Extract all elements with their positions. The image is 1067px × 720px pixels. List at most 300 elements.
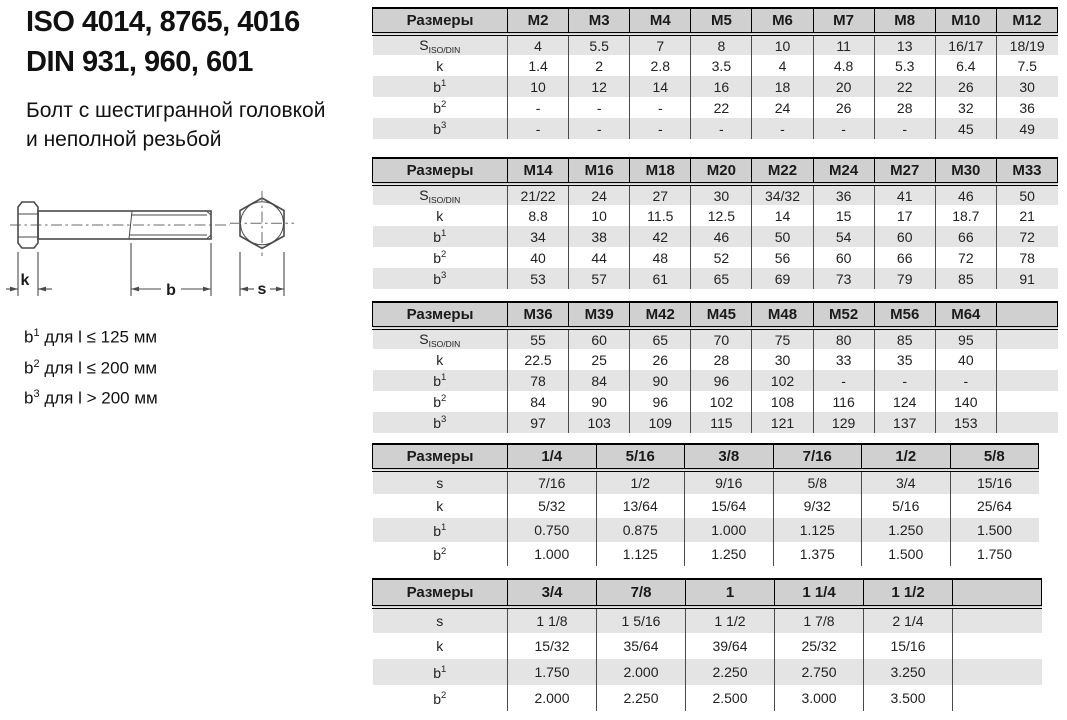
cell: 72 bbox=[935, 247, 996, 268]
header-row bbox=[373, 8, 1058, 34]
cell: 24 bbox=[752, 97, 813, 118]
cell: 17 bbox=[874, 205, 935, 226]
footnote-b1: b$^1$ для l ≤ 125 мм bbox=[24, 327, 158, 347]
cell: 40 bbox=[508, 247, 569, 268]
cell: 10 bbox=[508, 76, 569, 97]
row-label-b3: $b^3$ bbox=[373, 118, 508, 139]
cell: 5/8 bbox=[773, 470, 862, 494]
cell: 8 bbox=[691, 34, 752, 55]
cell: 3.250 bbox=[864, 659, 953, 685]
cell: 12.5 bbox=[691, 205, 752, 226]
cell: 42 bbox=[630, 226, 691, 247]
row-label-b2: $b^2$ bbox=[433, 689, 447, 707]
cell: 66 bbox=[874, 247, 935, 268]
cell: 60 bbox=[569, 328, 630, 349]
table-row bbox=[373, 247, 1058, 268]
cell: 91 bbox=[996, 268, 1057, 289]
footnote-sup: 1 bbox=[33, 327, 40, 339]
cell: 103 bbox=[569, 412, 630, 433]
column-header-M30: M30 bbox=[935, 158, 996, 184]
cell: 53 bbox=[508, 268, 569, 289]
column-header-M3: M3 bbox=[569, 8, 630, 34]
column-header-M24: M24 bbox=[813, 158, 874, 184]
column-header-M12: M12 bbox=[996, 8, 1057, 34]
cell: 61 bbox=[630, 268, 691, 289]
page-title-iso: ISO 4014, 8765, 4016 bbox=[26, 6, 300, 38]
row-label-k: k bbox=[436, 57, 444, 74]
dim-label-k: k bbox=[20, 272, 30, 289]
cell: 3.500 bbox=[864, 685, 953, 711]
cell: 97 bbox=[508, 412, 569, 433]
table-row bbox=[373, 118, 1058, 139]
cell: 46 bbox=[691, 226, 752, 247]
cell: 4 bbox=[752, 55, 813, 76]
cell: 34 bbox=[508, 226, 569, 247]
cell: 90 bbox=[569, 391, 630, 412]
dimension-k bbox=[6, 252, 52, 296]
cell-empty bbox=[953, 659, 1042, 685]
table-row bbox=[373, 607, 1042, 633]
table-row bbox=[373, 268, 1058, 289]
cell: 5.3 bbox=[874, 55, 935, 76]
footnote-b2: b$^2$ для l ≤ 200 мм bbox=[24, 357, 158, 378]
column-header-M2: M2 bbox=[508, 8, 569, 34]
subtitle-block bbox=[26, 96, 325, 154]
cell: 140 bbox=[935, 391, 996, 412]
cell: - bbox=[813, 118, 874, 139]
table-row bbox=[373, 370, 1058, 391]
table-row bbox=[373, 542, 1039, 566]
table-imperial-large bbox=[372, 578, 1042, 711]
cell: 35 bbox=[874, 349, 935, 370]
cell: 15/16 bbox=[864, 633, 953, 659]
cell: 28 bbox=[691, 349, 752, 370]
cell: - bbox=[569, 118, 630, 139]
cell: 5/32 bbox=[508, 494, 597, 518]
cell: 30 bbox=[691, 184, 752, 205]
cell: 4 bbox=[508, 34, 569, 55]
cell: 1.125 bbox=[596, 542, 685, 566]
cell: 39/64 bbox=[686, 633, 775, 659]
cell: 34/32 bbox=[752, 184, 813, 205]
header-row bbox=[373, 444, 1039, 470]
row-label-k: k bbox=[436, 351, 444, 368]
cell: 1.250 bbox=[685, 542, 774, 566]
cell: 40 bbox=[935, 349, 996, 370]
cell-empty bbox=[953, 633, 1042, 659]
size-header: Размеры bbox=[373, 444, 508, 470]
column-header-M6: M6 bbox=[752, 8, 813, 34]
table-row bbox=[373, 55, 1058, 76]
column-header-M5: M5 bbox=[691, 8, 752, 34]
cell: 72 bbox=[996, 226, 1057, 247]
cell-empty bbox=[996, 370, 1057, 391]
column-header-3-4: 3/4 bbox=[508, 579, 597, 607]
cell: - bbox=[508, 118, 569, 139]
dimension-s bbox=[240, 252, 284, 298]
cell: 25/64 bbox=[950, 494, 1039, 518]
column-header-M45: M45 bbox=[691, 302, 752, 328]
cell: 15/16 bbox=[950, 470, 1039, 494]
cell: 3.5 bbox=[691, 55, 752, 76]
cell: 33 bbox=[813, 349, 874, 370]
column-header-M22: M22 bbox=[752, 158, 813, 184]
cell: 26 bbox=[630, 349, 691, 370]
size-header: Размеры bbox=[373, 158, 508, 184]
cell: 1 5/16 bbox=[597, 607, 686, 633]
table-row bbox=[373, 659, 1042, 685]
cell: 129 bbox=[813, 412, 874, 433]
column-header-5-8: 5/8 bbox=[950, 444, 1039, 470]
cell: 15/64 bbox=[685, 494, 774, 518]
cell: 95 bbox=[935, 328, 996, 349]
cell: 18/19 bbox=[996, 34, 1057, 55]
cell: 50 bbox=[996, 184, 1057, 205]
table-metric-m2-m12 bbox=[372, 7, 1058, 139]
cell: - bbox=[813, 370, 874, 391]
cell: 2 bbox=[569, 55, 630, 76]
column-header-M39: M39 bbox=[569, 302, 630, 328]
cell: 2.250 bbox=[597, 685, 686, 711]
table-row bbox=[373, 391, 1058, 412]
cell: 60 bbox=[874, 226, 935, 247]
cell: 41 bbox=[874, 184, 935, 205]
cell: 124 bbox=[874, 391, 935, 412]
cell: 66 bbox=[935, 226, 996, 247]
cell: - bbox=[508, 97, 569, 118]
cell: 16 bbox=[691, 76, 752, 97]
cell: 52 bbox=[691, 247, 752, 268]
cell: 35/64 bbox=[597, 633, 686, 659]
cell: 57 bbox=[569, 268, 630, 289]
cell: 5/16 bbox=[862, 494, 951, 518]
table-row bbox=[373, 349, 1058, 370]
cell: 38 bbox=[569, 226, 630, 247]
cell: 1 1/8 bbox=[508, 607, 597, 633]
cell: 4.8 bbox=[813, 55, 874, 76]
column-header-3-8: 3/8 bbox=[685, 444, 774, 470]
cell: 108 bbox=[752, 391, 813, 412]
cell: 1.750 bbox=[950, 542, 1039, 566]
cell: 2.000 bbox=[597, 659, 686, 685]
cell: 78 bbox=[996, 247, 1057, 268]
cell: 2.250 bbox=[686, 659, 775, 685]
dimension-table-imperial-quarter-to-5-8 bbox=[372, 443, 1039, 566]
row-label-b3: $b^3$ bbox=[373, 268, 508, 289]
table-row bbox=[373, 226, 1058, 247]
cell: 22.5 bbox=[508, 349, 569, 370]
header-row bbox=[373, 158, 1058, 184]
row-label-b1: $b^1$ bbox=[373, 370, 508, 391]
column-header-1-4: 1/4 bbox=[508, 444, 597, 470]
cell: 28 bbox=[874, 97, 935, 118]
cell-empty bbox=[953, 685, 1042, 711]
cell: - bbox=[874, 370, 935, 391]
cell: 15/32 bbox=[508, 633, 597, 659]
cell: 12 bbox=[569, 76, 630, 97]
cell: 69 bbox=[752, 268, 813, 289]
cell: 45 bbox=[935, 118, 996, 139]
cell: 96 bbox=[691, 370, 752, 391]
dimension-b bbox=[131, 243, 211, 299]
row-label-b2: $b^2$ bbox=[433, 99, 447, 116]
cell: 6.4 bbox=[935, 55, 996, 76]
column-header-7-8: 7/8 bbox=[597, 579, 686, 607]
cell: 109 bbox=[630, 412, 691, 433]
cell: 25/32 bbox=[775, 633, 864, 659]
table-imperial-small bbox=[372, 443, 1039, 566]
column-header-empty bbox=[953, 579, 1042, 607]
dimension-table-metric-m2-m12 bbox=[372, 7, 1058, 139]
cell: 26 bbox=[813, 97, 874, 118]
cell-empty bbox=[996, 328, 1057, 349]
cell: - bbox=[569, 97, 630, 118]
row-label-b2: $b^2$ bbox=[433, 545, 447, 563]
table-row bbox=[373, 205, 1058, 226]
subtitle-line-1: Болт с шестигранной головкой bbox=[26, 99, 326, 122]
column-header-M64: M64 bbox=[935, 302, 996, 328]
cell: 70 bbox=[691, 328, 752, 349]
column-header-M8: M8 bbox=[874, 8, 935, 34]
cell: 75 bbox=[752, 328, 813, 349]
row-label-b1: $b^1$ bbox=[373, 76, 508, 97]
cell: 7/16 bbox=[508, 470, 597, 494]
cell: 36 bbox=[996, 97, 1057, 118]
cell: 49 bbox=[996, 118, 1057, 139]
cell: 1.750 bbox=[508, 659, 597, 685]
column-header-M33: M33 bbox=[996, 158, 1057, 184]
cell: 65 bbox=[691, 268, 752, 289]
size-header: Размеры bbox=[373, 579, 508, 607]
cell: 65 bbox=[630, 328, 691, 349]
size-header: Размеры bbox=[373, 302, 508, 328]
cell: 96 bbox=[630, 391, 691, 412]
cell: 14 bbox=[752, 205, 813, 226]
cell: 1.4 bbox=[508, 55, 569, 76]
column-header-M48: M48 bbox=[752, 302, 813, 328]
row-label-s: s bbox=[373, 607, 508, 633]
cell: 44 bbox=[569, 247, 630, 268]
cell: 2.750 bbox=[775, 659, 864, 685]
cell: 84 bbox=[508, 391, 569, 412]
cell: - bbox=[630, 97, 691, 118]
cell: 30 bbox=[996, 76, 1057, 97]
row-label-b1: $b^1$ bbox=[373, 518, 508, 542]
title-block bbox=[26, 2, 300, 82]
cell: 116 bbox=[813, 391, 874, 412]
row-label-k: k bbox=[436, 638, 444, 654]
cell: 18 bbox=[752, 76, 813, 97]
cell: 84 bbox=[569, 370, 630, 391]
table-metric-m14-m33 bbox=[372, 157, 1058, 289]
cell: 1.000 bbox=[508, 542, 597, 566]
cell: 22 bbox=[691, 97, 752, 118]
row-label-b3: $b^3$ bbox=[373, 412, 508, 433]
table-metric-m36-m64 bbox=[372, 301, 1058, 433]
cell: 24 bbox=[569, 184, 630, 205]
footnote-b3: b$^3$ для l > 200 мм bbox=[24, 388, 158, 408]
row-label-S: $S_{ISO/DIN}$ bbox=[373, 184, 508, 205]
cell: 1 7/8 bbox=[775, 607, 864, 633]
cell: - bbox=[752, 118, 813, 139]
dimension-table-metric-m36-m64 bbox=[372, 301, 1058, 433]
cell: 73 bbox=[813, 268, 874, 289]
cell: 9/32 bbox=[773, 494, 862, 518]
cell: 11.5 bbox=[630, 205, 691, 226]
row-label-k: k bbox=[436, 207, 444, 224]
subtitle-line-2: и неполной резьбой bbox=[26, 128, 222, 151]
cell: 3/4 bbox=[862, 470, 951, 494]
column-header-M18: M18 bbox=[630, 158, 691, 184]
cell: 50 bbox=[752, 226, 813, 247]
cell: 1.500 bbox=[950, 518, 1039, 542]
column-header-M7: M7 bbox=[813, 8, 874, 34]
bolt-shank bbox=[38, 211, 211, 239]
row-label-k: k bbox=[436, 498, 444, 514]
cell: 60 bbox=[813, 247, 874, 268]
header-row bbox=[373, 302, 1058, 328]
table-row bbox=[373, 633, 1042, 659]
cell: 85 bbox=[935, 268, 996, 289]
column-header-M52: M52 bbox=[813, 302, 874, 328]
header-row bbox=[373, 579, 1042, 607]
cell: 55 bbox=[508, 328, 569, 349]
cell: 13 bbox=[874, 34, 935, 55]
footnote-sup: 3 bbox=[33, 388, 40, 401]
table-row bbox=[373, 412, 1058, 433]
cell: 13/64 bbox=[596, 494, 685, 518]
cell: 11 bbox=[813, 34, 874, 55]
row-label-b2: $b^2$ bbox=[433, 249, 447, 266]
cell: 21 bbox=[996, 205, 1057, 226]
cell: 1.125 bbox=[773, 518, 862, 542]
column-header-M14: M14 bbox=[508, 158, 569, 184]
table-row bbox=[373, 328, 1058, 349]
row-label-b1: $b^1$ bbox=[373, 226, 508, 247]
row-label-S: $S_{ISO/DIN}$ bbox=[373, 34, 508, 55]
cell: 2.000 bbox=[508, 685, 597, 711]
cell: 10 bbox=[752, 34, 813, 55]
cell-empty bbox=[953, 607, 1042, 633]
table-row bbox=[373, 184, 1058, 205]
cell: 16/17 bbox=[935, 34, 996, 55]
bolt-head-end-view bbox=[230, 191, 294, 256]
cell: 85 bbox=[874, 328, 935, 349]
cell-empty bbox=[996, 349, 1057, 370]
cell: 1.375 bbox=[773, 542, 862, 566]
column-header-M42: M42 bbox=[630, 302, 691, 328]
table-row bbox=[373, 470, 1039, 494]
column-header-1-2: 1/2 bbox=[862, 444, 951, 470]
cell: 0.750 bbox=[508, 518, 597, 542]
cell: 1.250 bbox=[862, 518, 951, 542]
table-row bbox=[373, 494, 1039, 518]
cell: 1.500 bbox=[862, 542, 951, 566]
row-label-b1: $b^1$ bbox=[373, 659, 508, 685]
column-header-7-16: 7/16 bbox=[773, 444, 862, 470]
column-header-M16: M16 bbox=[569, 158, 630, 184]
dimension-table-imperial-3-4-to-1-1-2 bbox=[372, 578, 1042, 711]
column-header-M56: M56 bbox=[874, 302, 935, 328]
cell: 2 1/4 bbox=[864, 607, 953, 633]
cell: 7 bbox=[630, 34, 691, 55]
cell: - bbox=[935, 370, 996, 391]
column-header-M36: M36 bbox=[508, 302, 569, 328]
cell: 1/2 bbox=[596, 470, 685, 494]
cell: 3.000 bbox=[775, 685, 864, 711]
table-row bbox=[373, 97, 1058, 118]
column-header-M20: M20 bbox=[691, 158, 752, 184]
cell: 115 bbox=[691, 412, 752, 433]
cell: 36 bbox=[813, 184, 874, 205]
footnote-sup: 2 bbox=[33, 357, 40, 370]
cell: 26 bbox=[935, 76, 996, 97]
cell: 27 bbox=[630, 184, 691, 205]
cell: 48 bbox=[630, 247, 691, 268]
cell: 18.7 bbox=[935, 205, 996, 226]
cell: 79 bbox=[874, 268, 935, 289]
table-row bbox=[373, 518, 1039, 542]
bolt-drawing-svg bbox=[6, 184, 350, 318]
cell: 102 bbox=[752, 370, 813, 391]
cell: 2.500 bbox=[686, 685, 775, 711]
column-header-1-1-4: 1 1/4 bbox=[775, 579, 864, 607]
cell: 137 bbox=[874, 412, 935, 433]
cell-empty bbox=[996, 391, 1057, 412]
dim-label-b: b bbox=[166, 282, 176, 299]
cell: 1.000 bbox=[685, 518, 774, 542]
cell: 121 bbox=[752, 412, 813, 433]
cell: 32 bbox=[935, 97, 996, 118]
cell: 102 bbox=[691, 391, 752, 412]
page-title-din: DIN 931, 960, 601 bbox=[26, 46, 253, 78]
cell: 14 bbox=[630, 76, 691, 97]
dimension-table-metric-m14-m33 bbox=[372, 157, 1058, 289]
size-header: Размеры bbox=[373, 8, 508, 34]
column-header-M27: M27 bbox=[874, 158, 935, 184]
table-row bbox=[373, 685, 1042, 711]
footnotes bbox=[24, 320, 158, 412]
column-header-M10: M10 bbox=[935, 8, 996, 34]
cell: - bbox=[874, 118, 935, 139]
column-header-M4: M4 bbox=[630, 8, 691, 34]
cell: 56 bbox=[752, 247, 813, 268]
cell: 21/22 bbox=[508, 184, 569, 205]
cell: 90 bbox=[630, 370, 691, 391]
cell: 22 bbox=[874, 76, 935, 97]
cell: 0.875 bbox=[596, 518, 685, 542]
cell: 8.8 bbox=[508, 205, 569, 226]
cell: 54 bbox=[813, 226, 874, 247]
cell: 7.5 bbox=[996, 55, 1057, 76]
cell: 1 1/2 bbox=[686, 607, 775, 633]
cell: 10 bbox=[569, 205, 630, 226]
table-row bbox=[373, 34, 1058, 55]
bolt-technical-drawing bbox=[6, 184, 350, 318]
row-label-b2: $b^2$ bbox=[433, 393, 447, 410]
cell: 30 bbox=[752, 349, 813, 370]
cell: 46 bbox=[935, 184, 996, 205]
column-header-5-16: 5/16 bbox=[596, 444, 685, 470]
cell: 20 bbox=[813, 76, 874, 97]
column-header-1: 1 bbox=[686, 579, 775, 607]
column-header-empty bbox=[996, 302, 1057, 328]
cell: - bbox=[691, 118, 752, 139]
cell: 78 bbox=[508, 370, 569, 391]
cell: 153 bbox=[935, 412, 996, 433]
row-label-S: $S_{ISO/DIN}$ bbox=[373, 328, 508, 349]
dim-label-s: s bbox=[257, 281, 267, 298]
